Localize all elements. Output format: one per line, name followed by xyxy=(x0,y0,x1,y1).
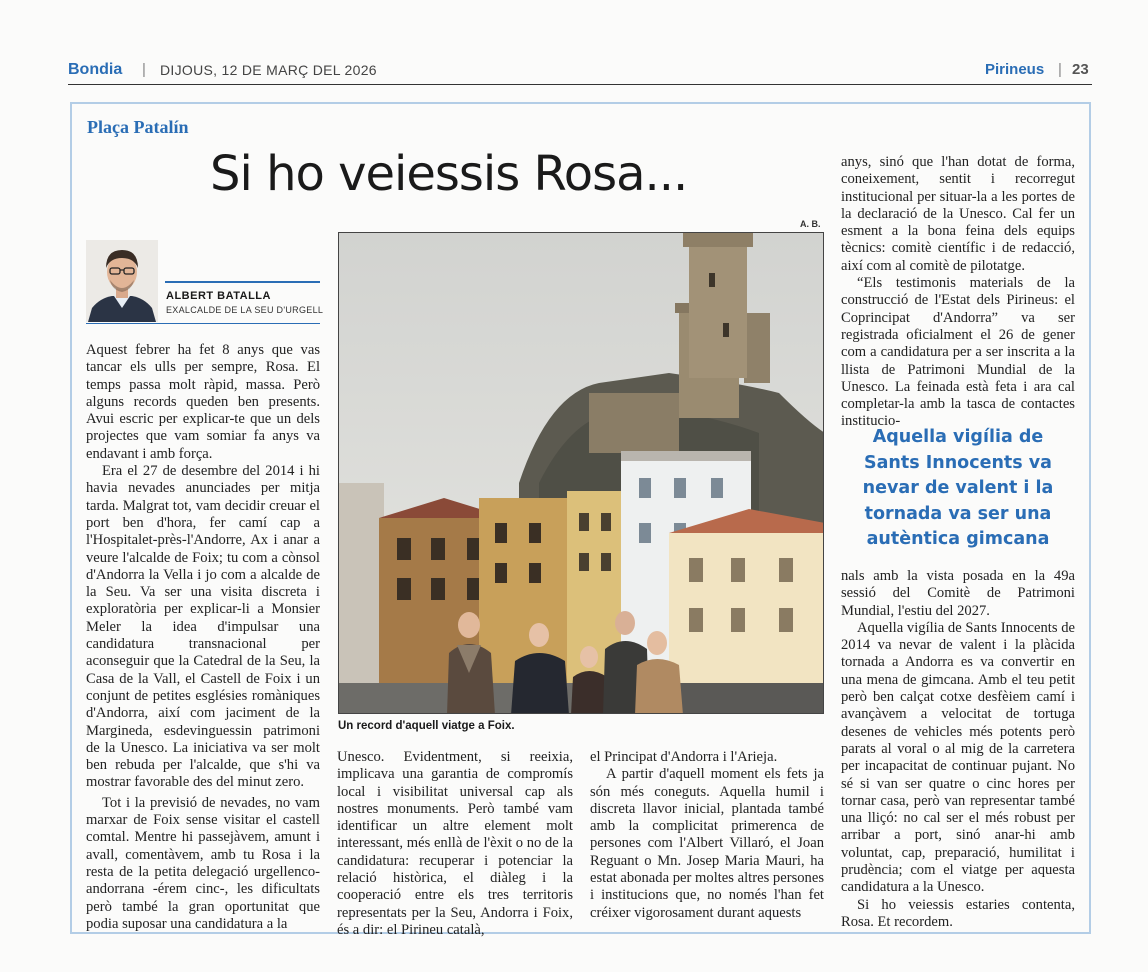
body-paragraph: “Els testimonis materials de la construcció de l'Estat dels Pirineus: el Coprincipat d'Andorra” va ser registrada oficialment el 26 de gener com a candidatura per a ser inscrita a la llista de Patrimoni Mundial de la Unesco. La feinada està feta i ara cal completar-la amb la tasca de contactes institucio- xyxy=(841,275,1075,430)
body-paragraph: Aquella vigília de Sants Innocents de 2014 va nevar de valent i la plàcida tornada a Andorra es va convertir en una mena de gimcana. Amb el teu petit però ben calçat cotxe desfèiem camí i avançàvem a velocitat de tortuga desenes de vehicles més potents però parats al voral o al mig de la carretera per incapacitat de continuar pujant. No sé si van ser quatre o cinc hores per tornar casa, però van representar també una lliçó: no cal ser el més robust per arribar a port, sinó anar-hi amb voluntat, cap, preparació, humilitat i prudència; com el viatge per aquesta candidatura a la Unesco. xyxy=(841,619,1075,896)
author-role: EXALCALDE DE LA SEU D'URGELL xyxy=(166,305,324,315)
author-name: ALBERT BATALLA xyxy=(166,290,271,302)
body-paragraph: anys, sinó que l'han dotat de forma, coneixement, sentit i recorregut institucional per situar-la a les portes de la declaració de la Unesco. Cal fer un esment a la bona feina dels equips tècnics: comitè científic i de redacció, així com al comitè de pilotatge. xyxy=(841,154,1075,274)
article-column-3 xyxy=(590,749,824,922)
header-separator: | xyxy=(142,61,146,78)
body-paragraph: A partir d'aquell moment els fets ja són més coneguts. Aquella humil i discreta llavor inicial, plantada també amb la complicitat primerenca de persones com l'Albert Villaró, el Joan Reguant o Mn. Josep Maria Mauri, ha estat abonada per moltes altres persones i institucions que, no només l'han fet créixer vigorosament durant aquests xyxy=(590,766,824,921)
article-headline: Si ho veiessis Rosa... xyxy=(210,146,688,202)
page-number: 23 xyxy=(1072,61,1089,78)
article-column-4-bottom xyxy=(841,568,1075,931)
author-photo xyxy=(86,240,158,322)
issue-date: DIJOUS, 12 DE MARÇ DEL 2026 xyxy=(160,62,377,78)
article-column-1 xyxy=(86,342,320,933)
body-paragraph: nals amb la vista posada en la 49a sessió del Comitè de Patrimoni Mundial, l'estiu del 2027. xyxy=(841,568,1075,619)
article-column-2 xyxy=(337,749,573,939)
body-paragraph: el Principat d'Andorra i l'Arieja. xyxy=(590,749,778,765)
body-paragraph: Aquest febrer ha fet 8 anys que vas tancar els ulls per sempre, Rosa. El temps passa molt ràpid, massa. Però alguns records queden ben presents. Avui escric per explicar-te que un dels projectes que vam somiar fa anys va endavant i amb força. xyxy=(86,342,320,462)
body-paragraph: Si ho veiessis estaries contenta, Rosa. Et recordem. xyxy=(841,896,1075,930)
author-divider xyxy=(86,323,320,324)
newspaper-brand: Bondia xyxy=(68,61,123,78)
photo-credit: A. B. xyxy=(800,219,821,229)
author-rule xyxy=(165,281,320,283)
article-column-4-top xyxy=(841,154,1075,431)
pull-quote: Aquella vigília de Sants Innocents va nevar de valent i la tornada va ser una autèntica gimcana xyxy=(862,427,1054,549)
newspaper-header xyxy=(0,0,1148,100)
column-kicker: Plaça Patalín xyxy=(87,117,189,137)
header-rule xyxy=(68,84,1092,85)
header-separator: | xyxy=(1058,61,1062,78)
section-name: Pirineus xyxy=(985,61,1045,78)
body-paragraph: Era el 27 de desembre del 2014 i hi havia nevades anunciades per mitja tarda. Malgrat tot, vam decidir creuar el port ben d'hora, fer camí cap a l'Hospitalet-près-l'Andorre, Ax i anar a veure l'alcalde de Foix; tu com a cònsol d'Andorra la Vella i jo com a alcalde de la Seu. Va ser una visita discreta i exploratòria per explicar-li a Monsier Meler la idea d'impulsar una candidatura transnacional per aconseguir que la Catedral de la Seu, la Casa de la Vall, el Castell de Foix i un conjunt de petites esglésies romàniques d'Andorra, així com jaciment de la Margineda, esdevinguessin patrimoni de la Unesco. La iniciativa va ser molt ben rebuda per l'alcalde, que s'hi va mostrar favorable des del minut zero. xyxy=(86,463,320,791)
body-paragraph: Tot i la previsió de nevades, no vam marxar de Foix sense visitar el castell comtal. Mentre hi passejàvem, amunt i avall, comentàvem, amb tu Rosa i la resta de la petita delegació urgellenco-andorrana -érem cinc-, les dificultats però també la gran oportunitat que podia suposar una candidatura a la xyxy=(86,794,320,932)
article-photo xyxy=(338,232,824,714)
body-paragraph: Unesco. Evidentment, si reeixia, implicava una garantia de compromís local i visibilitat universal cap als nostres monuments. Però també vam identificar un altre element molt interessant, més enllà de l'èxit o no de la candidatura: recuperar i potenciar la relació històrica, el diàleg i la cooperació entre els tres territoris representats per la Seu, Andorra i Foix, és a dir: el Pirineu català, xyxy=(337,749,573,938)
photo-caption: Un record d'aquell viatge a Foix. xyxy=(338,720,515,732)
